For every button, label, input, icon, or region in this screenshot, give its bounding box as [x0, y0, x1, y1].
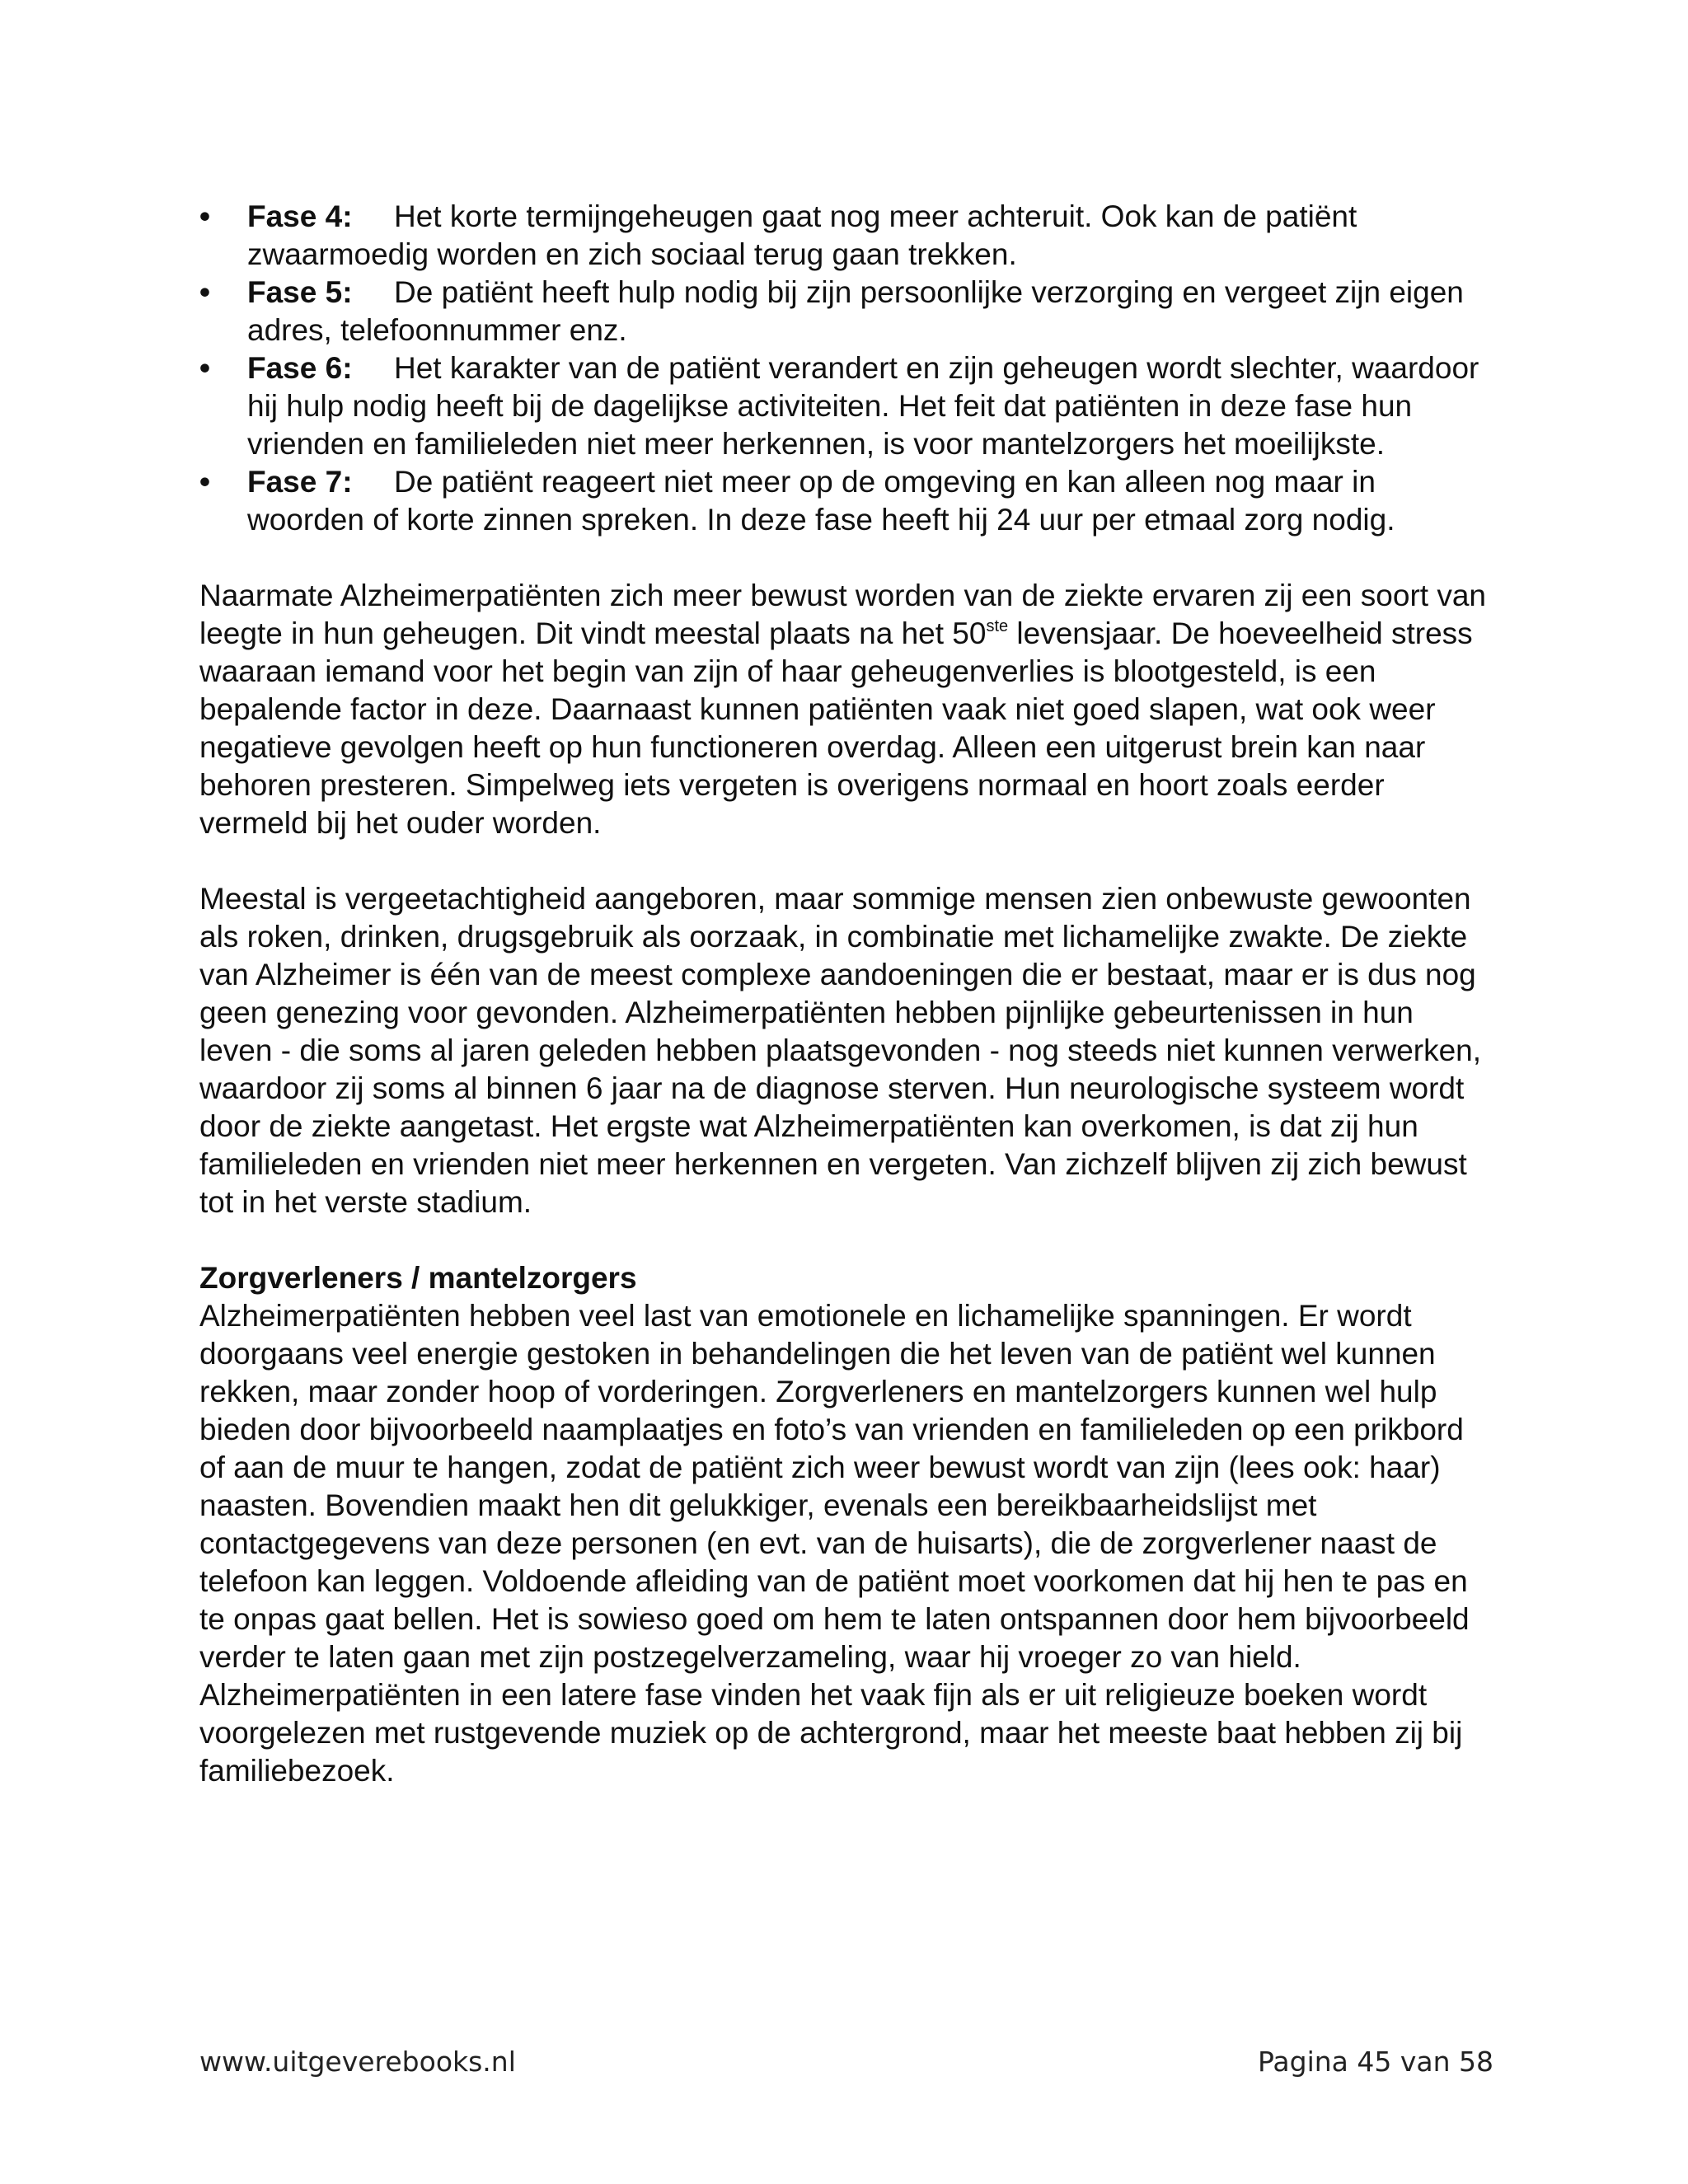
phase-label: Fase 4:	[247, 199, 353, 233]
paragraph-awareness	[199, 577, 1493, 842]
phase-label: Fase 7:	[247, 465, 353, 499]
superscript-ordinal: ste	[986, 616, 1009, 635]
paragraph-text: levensjaar. De hoeveelheid stress waaraan iemand voor het begin van zijn of haar geheugenverlies is blootgesteld, is een bepalende factor in deze. Daarnaast kunnen patiënten vaak niet goed slapen, wat ook weer negatieve gevolgen heeft op hun functioneren overdag. Alleen een uitgerust brein kan naar behoren presteren. Simpelweg iets vergeten is overigens normaal en hoort zoals eerder vermeld bij het ouder worden.	[199, 616, 1473, 840]
footer-page-number: Pagina 45 van 58	[1257, 2046, 1493, 2078]
section-heading: Zorgverleners / mantelzorgers	[199, 1261, 637, 1295]
phase-label: Fase 5:	[247, 275, 353, 309]
page-content	[199, 198, 1493, 1790]
phase-list	[199, 198, 1493, 539]
phase-text: De patiënt heeft hulp nodig bij zijn persoonlijke verzorging en vergeet zijn eigen adres, telefoonnummer enz.	[247, 275, 1464, 347]
phase-label: Fase 6:	[247, 351, 353, 385]
list-item-phase-5	[199, 274, 1493, 349]
list-item-phase-7	[199, 463, 1493, 539]
bullet-icon: •	[199, 465, 210, 499]
bullet-icon: •	[199, 351, 210, 385]
bullet-icon: •	[199, 199, 210, 233]
phase-text: Het karakter van de patiënt verandert en zijn geheugen wordt slechter, waardoor hij hulp nodig heeft bij de dagelijkse activiteiten. Het feit dat patiënten in deze fase hun vrienden en familieleden niet meer herkennen, is voor mantelzorgers het moeilijkste.	[247, 351, 1479, 461]
paragraph-causes: Meestal is vergeetachtigheid aangeboren, maar sommige mensen zien onbewuste gewoonten als roken, drinken, drugsgebruik als oorzaak, in combinatie met lichamelijke zwakte. De ziekte van Alzheimer is één van de meest complexe aandoeningen die er bestaat, maar er is dus nog geen genezing voor gevonden. Alzheimerpatiënten hebben pijnlijke gebeurtenissen in hun leven - die soms al jaren geleden hebben plaatsgevonden - nog steeds niet kunnen verwerken, waardoor zij soms al binnen 6 jaar na de diagnose sterven. Hun neurologische systeem wordt door de ziekte aangetast. Het ergste wat Alzheimerpatiënten kan overkomen, is dat zij hun familieleden en vrienden niet meer herkennen en vergeten. Van zichzelf blijven zij zich bewust tot in het verste stadium.	[199, 882, 1482, 1219]
list-item-phase-6	[199, 349, 1493, 463]
phase-text: Het korte termijngeheugen gaat nog meer achteruit. Ook kan de patiënt zwaarmoedig worden en zich sociaal terug gaan trekken.	[247, 199, 1357, 271]
section-body: Alzheimerpatiënten hebben veel last van emotionele en lichamelijke spanningen. Er wordt doorgaans veel energie gestoken in behandelingen die het leven van de patiënt wel kunnen rekken, maar zonder hoop of vorderingen. Zorgverleners en mantelzorgers kunnen wel hulp bieden door bijvoorbeeld naamplaatjes en foto’s van vrienden en familieleden op een prikbord of aan de muur te hangen, zodat de patiënt zich weer bewust wordt van zijn (lees ook: haar) naasten. Bovendien maakt hen dit gelukkiger, evenals een bereikbaarheidslijst met contactgegevens van deze personen (en evt. van de huisarts), die de zorgverlener naast de telefoon kan leggen. Voldoende afleiding van de patiënt moet voorkomen dat hij hen te pas en te onpas gaat bellen. Het is sowieso goed om hem te laten ontspannen door hem bijvoorbeeld verder te laten gaan met zijn postzegelverzameling, waar hij vroeger zo van hield. Alzheimerpatiënten in een latere fase vinden het vaak fijn als er uit religieuze boeken wordt voorgelezen met rustgevende muziek op de achtergrond, maar het meeste baat hebben zij bij familiebezoek.	[199, 1299, 1470, 1788]
footer-website-link[interactable]: www.uitgeverebooks.nl	[199, 2046, 516, 2078]
phase-text: De patiënt reageert niet meer op de omgeving en kan alleen nog maar in woorden of korte zinnen spreken. In deze fase heeft hij 24 uur per etmaal zorg nodig.	[247, 465, 1395, 537]
bullet-icon: •	[199, 275, 210, 309]
list-item-phase-4	[199, 198, 1493, 274]
paragraph-text: Naarmate Alzheimerpatiënten zich meer bewust worden van de ziekte ervaren zij een soort van leegte in hun geheugen. Dit vindt meestal plaats na het 50	[199, 579, 1486, 650]
